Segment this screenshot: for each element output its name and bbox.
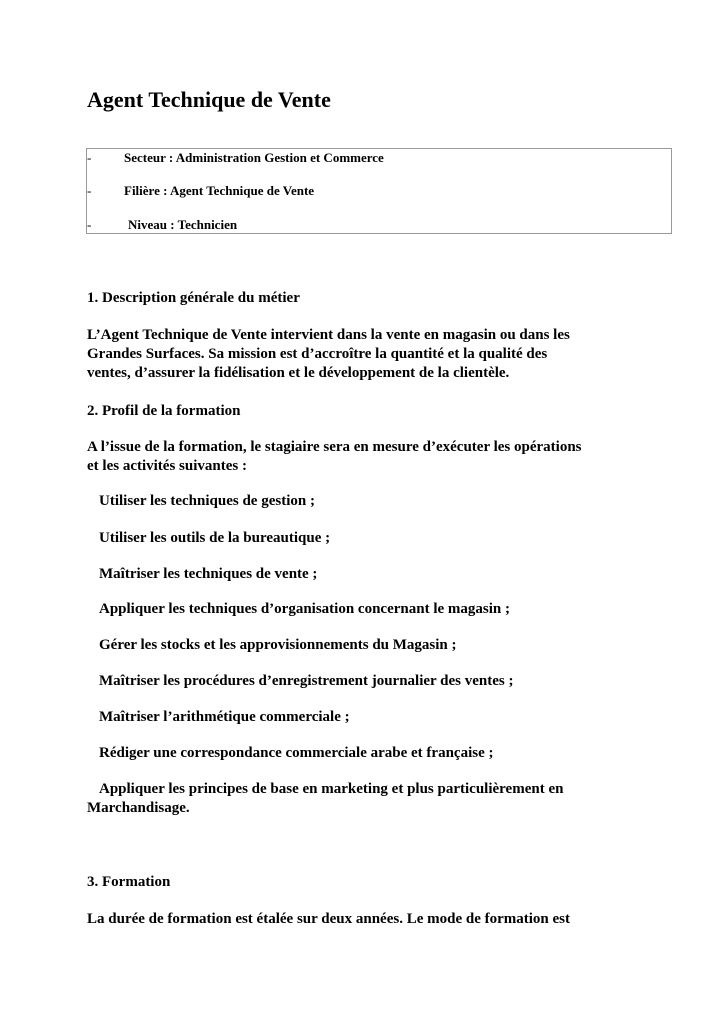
- list-item-text: Utiliser les techniques de gestion ;: [99, 493, 315, 509]
- paragraph-line: A l’issue de la formation, le stagiaire sera en mesure d’exécuter les opérations: [87, 439, 582, 455]
- list-item-text: Maîtriser les procédures d’enregistrement journalier des ventes ;: [99, 673, 514, 689]
- section2-heading: 2. Profil de la formation: [87, 403, 241, 419]
- list-item: [87, 492, 315, 511]
- list-item-text: Marchandisage.: [87, 800, 190, 816]
- list-item: [87, 529, 330, 548]
- list-item-text: Maîtriser l’arithmétique commerciale ;: [99, 709, 350, 725]
- info-niveau-text: Niveau : Technicien: [128, 217, 238, 232]
- list-item-text: Gérer les stocks et les approvisionnements du Magasin ;: [99, 637, 457, 653]
- list-item: [87, 744, 493, 763]
- list-item: [87, 636, 457, 655]
- list-item-text: Maîtriser les techniques de vente ;: [99, 566, 318, 582]
- info-box: [86, 148, 672, 234]
- list-item-text: Appliquer les principes de base en marketing et plus particulièrement en: [99, 781, 564, 797]
- section2-intro: [87, 438, 647, 476]
- info-filiere-text: Filière : Agent Technique de Vente: [124, 183, 315, 198]
- dash-marker: -: [87, 150, 92, 165]
- dash-marker: -: [87, 217, 92, 232]
- list-item: [87, 672, 514, 691]
- list-item: [87, 708, 350, 727]
- list-item: [87, 600, 510, 619]
- list-item-text: Appliquer les techniques d’organisation concernant le magasin ;: [99, 601, 510, 617]
- list-item: [87, 565, 317, 584]
- document-title: Agent Technique de Vente: [87, 87, 331, 112]
- list-item-text: Utiliser les outils de la bureautique ;: [99, 530, 331, 546]
- section1-heading: 1. Description générale du métier: [87, 290, 300, 306]
- section3-paragraph: [87, 910, 647, 929]
- section1-paragraph: [87, 326, 647, 383]
- paragraph-line: La durée de formation est étalée sur deux années. Le mode de formation est: [87, 911, 570, 927]
- paragraph-line: et les activités suivantes :: [87, 458, 247, 474]
- dash-marker: -: [87, 183, 92, 198]
- list-item-text: Rédiger une correspondance commerciale arabe et française ;: [99, 745, 494, 761]
- paragraph-line: Grandes Surfaces. Sa mission est d’accroître la quantité et la qualité des: [87, 346, 548, 362]
- list-item: [87, 780, 563, 818]
- paragraph-line: ventes, d’assurer la fidélisation et le développement de la clientèle.: [87, 365, 510, 381]
- paragraph-line: L’Agent Technique de Vente intervient dans la vente en magasin ou dans les: [87, 327, 570, 343]
- section3-heading: 3. Formation: [87, 874, 171, 890]
- info-secteur-text: Secteur : Administration Gestion et Commerce: [124, 150, 384, 165]
